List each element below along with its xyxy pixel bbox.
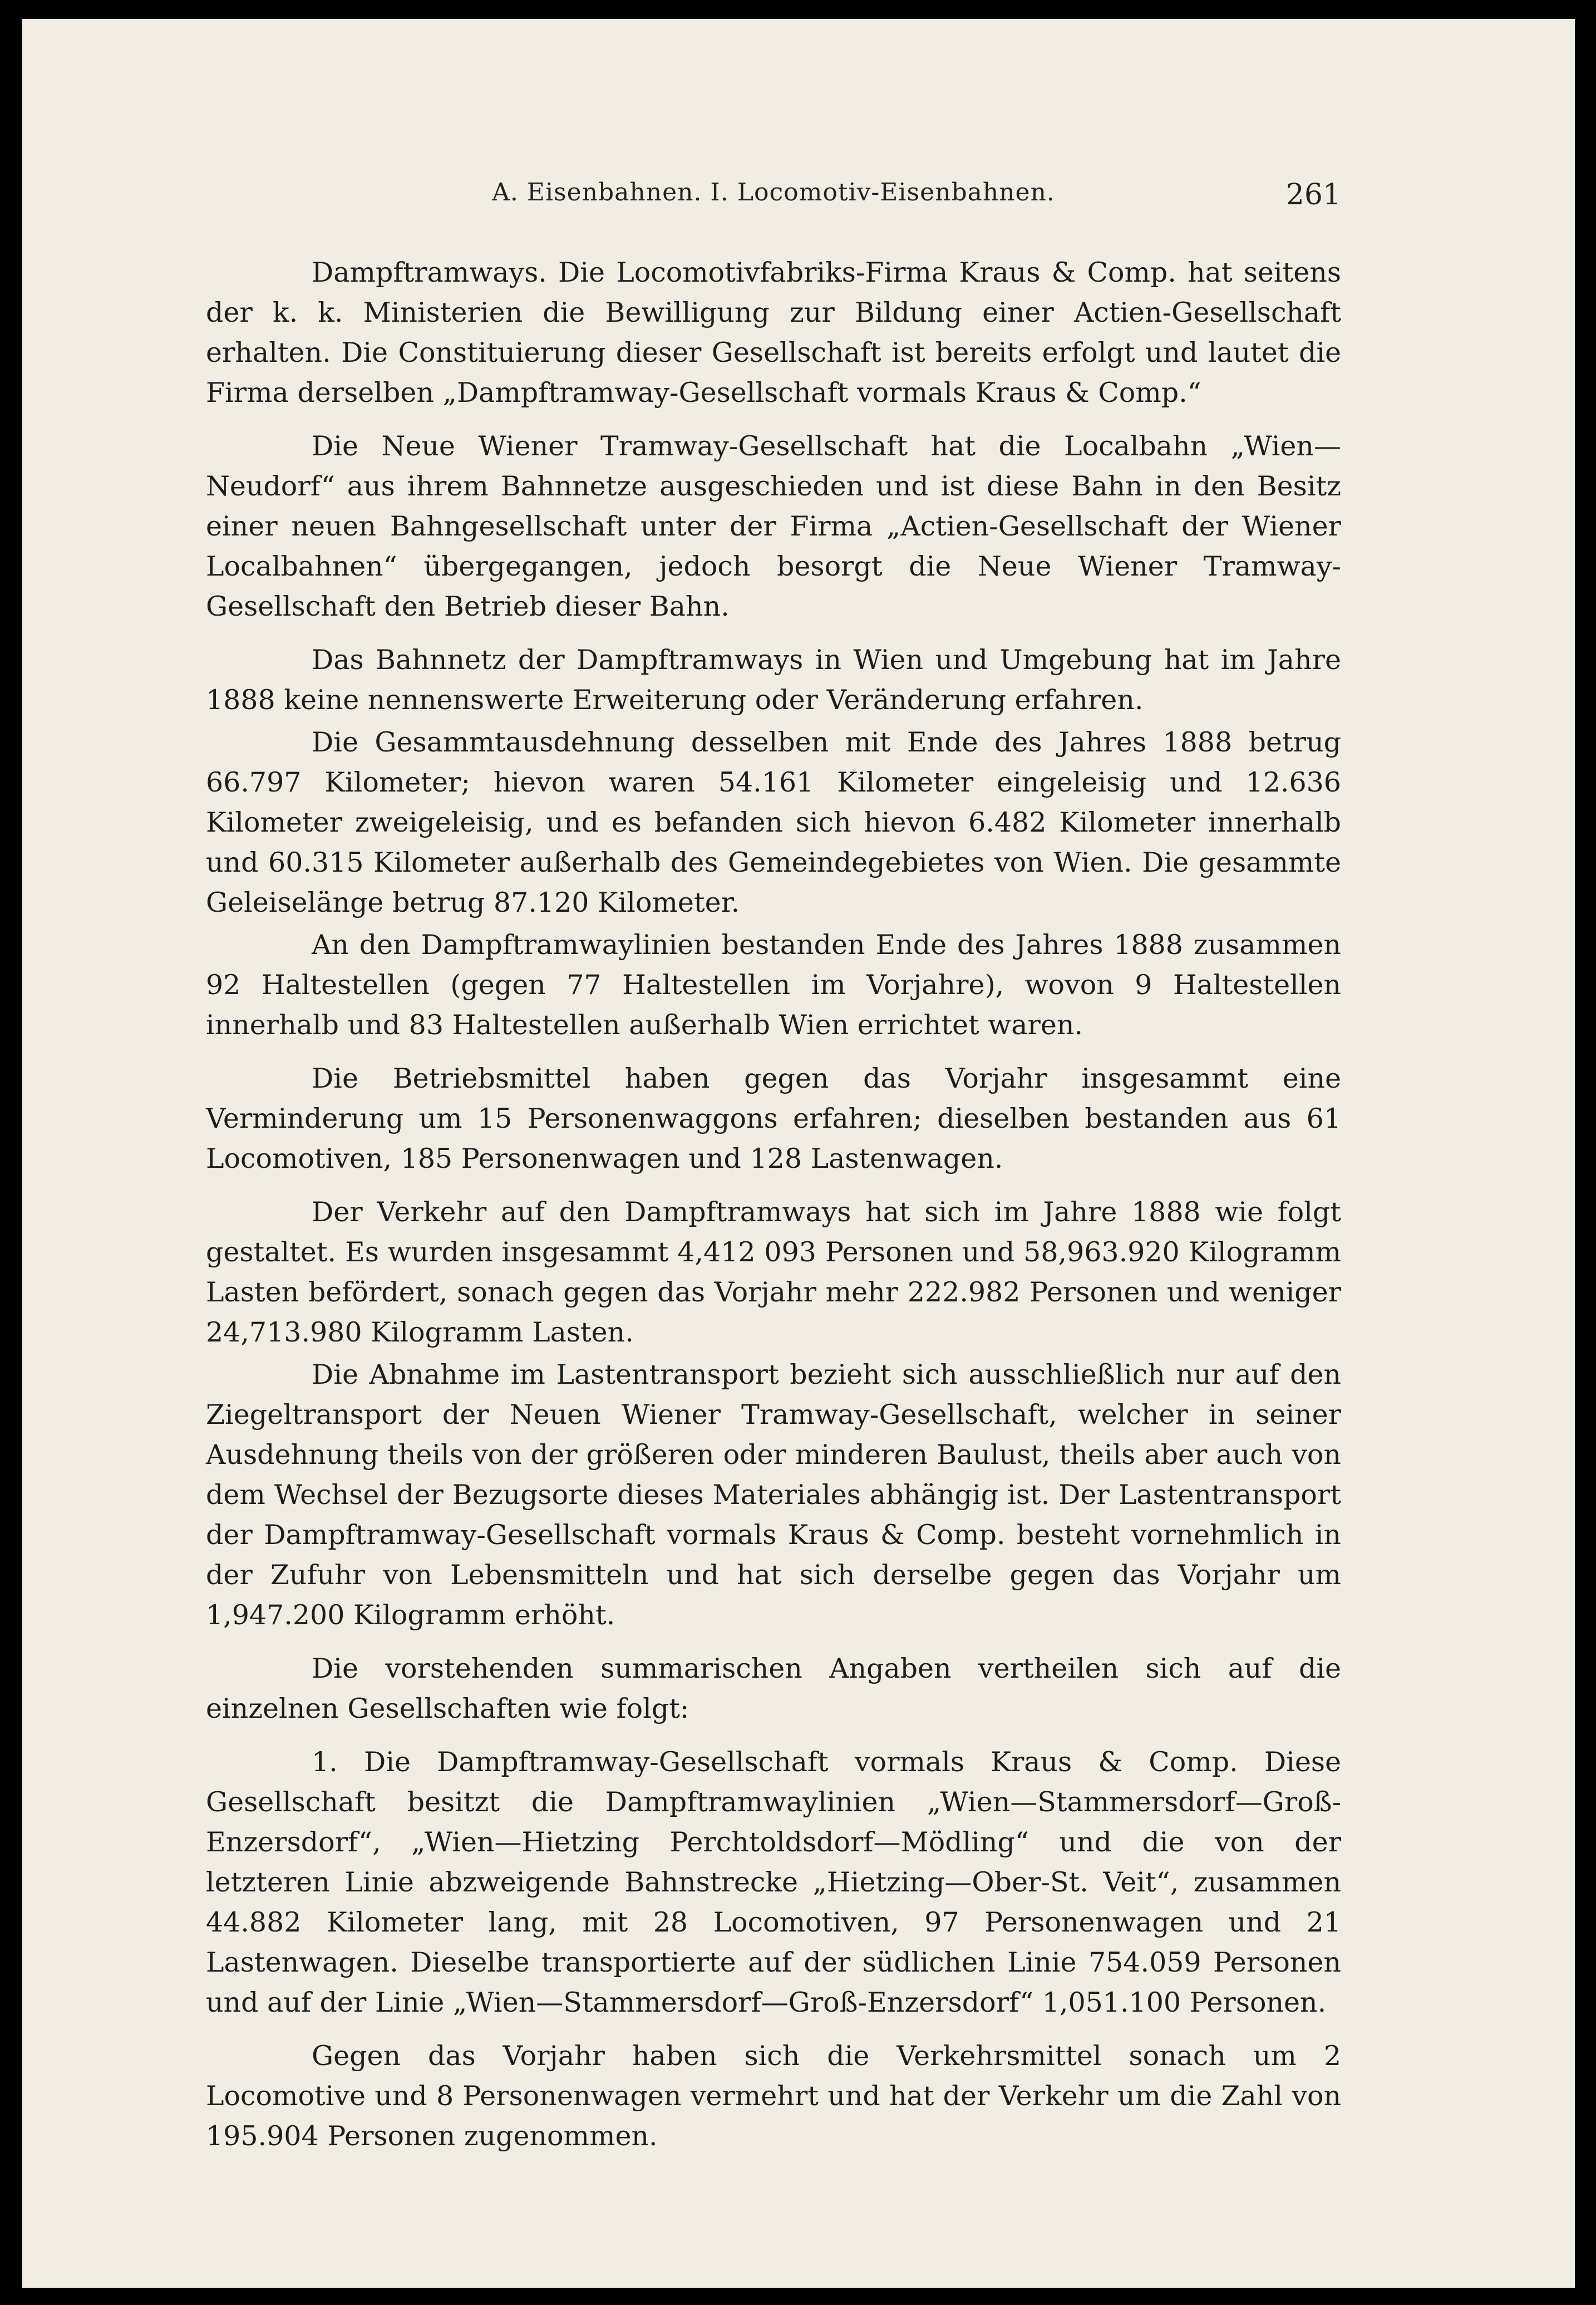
paragraph-verkehr: Der Verkehr auf den Dampftramways hat sich im Jahre 1888 wie folgt gestaltet. Es wurden insgesammt 4,412 093 Personen und 58,963.920 Kilogramm Lasten befördert, sonach gegen das Vorjahr mehr 222.982 Personen und weniger 24,713.980 Kilogramm Lasten.: [206, 1196, 1341, 1348]
paragraph-haltestellen: An den Dampftramwaylinien bestanden Ende des Jahres 1888 zusammen 92 Haltestellen (gegen 77 Haltestellen im Vorjahre), wovon 9 Haltestellen innerhalb und 83 Haltestellen außerhalb Wien errichtet waren.: [206, 929, 1341, 1041]
paragraph-gesammtausdehnung: Die Gesammtausdehnung desselben mit Ende des Jahres 1888 betrug 66.797 Kilometer; hievon waren 54.161 Kilometer eingeleisig und 12.636 Kilometer zweigeleisig, und es befanden sich hievon 6.482 Kilometer innerhalb und 60.315 Kilometer außerhalb des Gemeindegebietes von Wien. Die gesammte Geleiselänge betrug 87.120 Kilometer.: [206, 726, 1341, 918]
paragraph-betriebsmittel: Die Betriebsmittel haben gegen das Vorjahr insgesammt eine Verminderung um 15 Personenwaggons erfahren; dieselben bestanden aus 61 Locomotiven, 185 Personenwagen und 128 Lastenwagen.: [206, 1063, 1341, 1174]
paragraph-summarische-angaben: Die vorstehenden summarischen Angaben vertheilen sich auf die einzelnen Gesellschaften wie folgt:: [206, 1653, 1341, 1724]
page-number: 261: [1285, 178, 1341, 212]
body-text: [206, 253, 1341, 2170]
paragraph-kraus-comp: 1. Die Dampftramway-Gesellschaft vormals Kraus & Comp. Diese Gesellschaft besitzt die Dampftramwaylinien „Wien—Stammersdorf—Groß-Enzersdorf“, „Wien—Hietzing Perchtoldsdorf—Mödling“ und die von der letzteren Linie abzweigende Bahnstrecke „Hietzing—Ober-St. Veit“, zusammen 44.882 Kilometer lang, mit 28 Locomotiven, 97 Personenwagen und 21 Lastenwagen. Dieselbe transportierte auf der südlichen Linie 754.059 Personen und auf der Linie „Wien—Stammersdorf—Groß-Enzersdorf“ 1,051.100 Personen.: [206, 1746, 1341, 2018]
paragraph-neue-wiener-tramway: Die Neue Wiener Tramway-Gesellschaft hat die Localbahn „Wien—Neudorf“ aus ihrem Bahnnetze ausgeschieden und ist diese Bahn in den Besitz einer neuen Bahngesellschaft unter der Firma „Actien-Gesellschaft der Wiener Localbahnen“ übergegangen, jedoch besorgt die Neue Wiener Tramway-Gesellschaft den Betrieb dieser Bahn.: [206, 430, 1341, 622]
running-head: A. Eisenbahnen. I. Locomotiv-Eisenbahnen.: [492, 178, 1055, 207]
paragraph-dampftramways-firma: Dampftramways. Die Locomotivfabriks-Firma Kraus & Comp. hat seitens der k. k. Ministerien die Bewilligung zur Bildung einer Actien-Gesellschaft erhalten. Die Constituierung dieser Gesellschaft ist bereits erfolgt und lautet die Firma derselben „Dampftramway-Gesellschaft vormals Kraus & Comp.“: [206, 257, 1341, 409]
paragraph-vorjahr-vergleich: Gegen das Vorjahr haben sich die Verkehrsmittel sonach um 2 Locomotive und 8 Personenwagen vermehrt und hat der Verkehr um die Zahl von 195.904 Personen zugenommen.: [206, 2040, 1341, 2152]
paragraph-bahnnetz: Das Bahnnetz der Dampftramways in Wien und Umgebung hat im Jahre 1888 keine nennenswerte Erweiterung oder Veränderung erfahren.: [206, 644, 1341, 716]
page: [22, 19, 1575, 2288]
paragraph-lastentransport: Die Abnahme im Lastentransport bezieht sich ausschließlich nur auf den Ziegeltransport der Neuen Wiener Tramway-Gesellschaft, welcher in seiner Ausdehnung theils von der größeren oder minderen Baulust, theils aber auch von dem Wechsel der Bezugsorte dieses Materiales abhängig ist. Der Lastentransport der Dampftramway-Gesellschaft vormals Kraus & Comp. besteht vornehmlich in der Zufuhr von Lebensmitteln und hat sich derselbe gegen das Vorjahr um 1,947.200 Kilogramm erhöht.: [206, 1359, 1341, 1631]
